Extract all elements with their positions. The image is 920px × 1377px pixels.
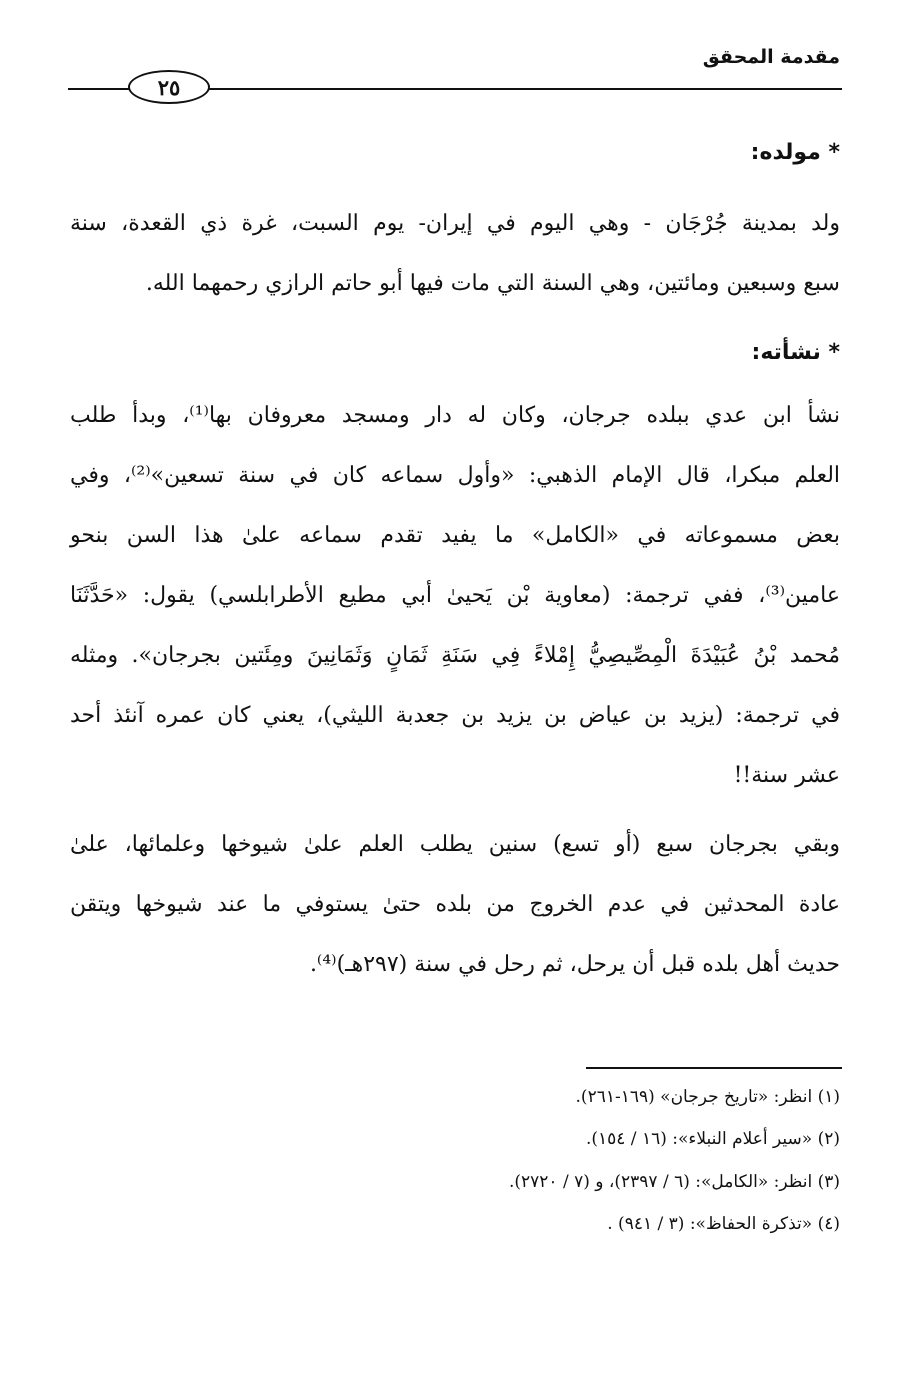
paragraph-line: ولد بمدينة جُرْجَان - وهي اليوم في إيران- يوم السبت، غرة ذي القعدة، سنة: [70, 211, 840, 236]
paragraph-line: العلم مبكرا، قال الإمام الذهبي: «وأول سماعه كان في سنة تسعين»⁽²⁾، وفي: [70, 463, 841, 488]
stay-paragraph: [70, 815, 840, 995]
paragraph-line: وبقي بجرجان سبع (أو تسع) سنين يطلب العلم علىٰ شيوخها وعلمائها، علىٰ: [70, 832, 840, 857]
growth-paragraph: [70, 386, 840, 806]
birth-paragraph: [70, 194, 840, 314]
paragraph-line: مُحمد بْنُ عُبَيْدَةَ الْمِصِّيصِيُّ إِمْلاءً فِي سَنَةِ ثَمَانٍ وَثَمَانِينَ ومِئَتين بجرجان». ومثله: [70, 643, 840, 668]
footnote-4: (٤) «تذكرة الحفاظ»: (٣ / ٩٤١) .: [607, 1214, 840, 1234]
footnote-3: (٣) انظر: «الكامل»: (٦ / ٢٣٩٧)، و (٧ / ٢٧٢٠).: [508, 1172, 840, 1192]
footnote-2: (٢) «سير أعلام النبلاء»: (١٦ / ١٥٤).: [585, 1129, 840, 1149]
paragraph-line: نشأ ابن عدي ببلده جرجان، وكان له دار ومسجد معروفان بها⁽¹⁾، وبدأ طلب: [70, 403, 840, 428]
paragraph-line: في ترجمة: (يزيد بن عياض بن يزيد بن جعدبة الليثي)، يعني كان عمره آنئذ أحد: [70, 703, 840, 728]
paragraph-line: عامين⁽³⁾، ففي ترجمة: (معاوية بْن يَحيىٰ أبي مطيع الأطرابلسي) يقول: «حَدَّثَنَا: [70, 583, 840, 608]
paragraph-line: سبع وسبعين ومائتين، وهي السنة التي مات فيها أبو حاتم الرازي رحمهما الله.: [145, 271, 840, 296]
paragraph-line: عادة المحدثين في عدم الخروج من بلده حتىٰ يستوفي ما عند شيوخها ويتقن: [70, 892, 840, 917]
running-header-title: مقدمة المحقق: [702, 46, 840, 68]
birth-heading: * مولده:: [750, 140, 840, 165]
paragraph-line: بعض مسموعاته في «الكامل» ما يفيد تقدم سماعه علىٰ هذا السن بنحو: [70, 523, 840, 548]
paragraph-line: عشر سنة!!: [733, 763, 840, 788]
page-number: ٢٥: [128, 70, 210, 104]
growth-heading: * نشأته:: [751, 340, 840, 365]
paragraph-line: حديث أهل بلده قبل أن يرحل، ثم رحل في سنة (٢٩٧هـ)⁽⁴⁾.: [309, 952, 840, 977]
footnote-1: (١) انظر: «تاريخ جرجان» (١٦٩-٢٦١).: [575, 1087, 840, 1107]
footnote-rule: [586, 1067, 842, 1069]
